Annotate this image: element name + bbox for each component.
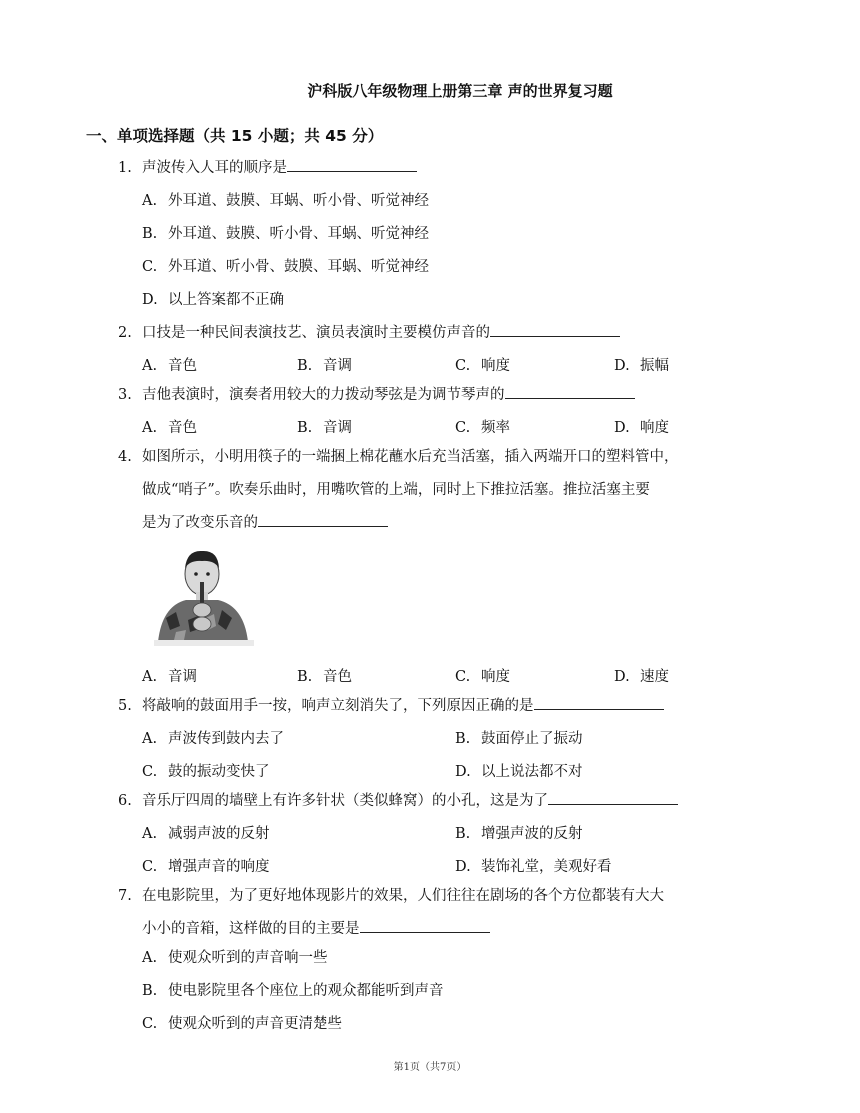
option-2c[interactable]: C. 响度 <box>455 358 510 374</box>
option-3a[interactable]: A. 音色 <box>142 420 197 436</box>
answer-blank[interactable] <box>490 322 620 337</box>
option-1b[interactable]: B. 外耳道、鼓膜、听小骨、耳蜗、听觉神经 <box>142 226 429 242</box>
option-6b[interactable]: B. 增强声波的反射 <box>455 826 583 842</box>
question-7 <box>118 880 778 946</box>
question-3 <box>118 379 768 412</box>
question-number: 4. <box>118 449 132 465</box>
option-7b[interactable]: B. 使电影院里各个座位上的观众都能听到声音 <box>142 983 444 999</box>
document-title: 沪科版八年级物理上册第三章 声的世界复习题 <box>307 82 613 100</box>
question-1 <box>118 152 768 185</box>
answer-blank[interactable] <box>505 384 635 399</box>
question-2 <box>118 317 768 350</box>
option-1d[interactable]: D. 以上答案都不正确 <box>142 292 284 308</box>
question-number: 7. <box>118 888 132 904</box>
option-4c[interactable]: C. 响度 <box>455 669 510 685</box>
option-7c[interactable]: C. 使观众听到的声音更清楚些 <box>142 1016 342 1032</box>
student-photo <box>140 540 268 658</box>
question-5 <box>118 690 768 723</box>
option-2d[interactable]: D. 振幅 <box>614 358 669 374</box>
question-text-line1: 如图所示，小明用筷子的一端捆上棉花蘸水后充当活塞，插入两端开口的塑料管中， <box>142 449 679 465</box>
answer-blank[interactable] <box>360 918 490 933</box>
question-number: 3. <box>118 387 132 403</box>
question-text-line2: 小小的音箱，这样做的目的主要是 <box>142 921 360 937</box>
question-text-line1: 在电影院里，为了更好地体现影片的效果，人们往往在剧场的各个方位都装有大大 <box>142 888 664 904</box>
question-text: 吉他表演时，演奏者用较大的力拨动琴弦是为调节琴声的 <box>142 387 505 403</box>
option-6c[interactable]: C. 增强声音的响度 <box>142 859 270 875</box>
answer-blank[interactable] <box>548 790 678 805</box>
option-1c[interactable]: C. 外耳道、听小骨、鼓膜、耳蜗、听觉神经 <box>142 259 429 275</box>
option-6a[interactable]: A. 减弱声波的反射 <box>142 826 270 842</box>
option-3b[interactable]: B. 音调 <box>297 420 352 436</box>
option-6d[interactable]: D. 装饰礼堂，美观好看 <box>455 859 612 875</box>
question-text: 声波传入人耳的顺序是 <box>142 160 287 176</box>
answer-blank[interactable] <box>287 157 417 172</box>
option-3d[interactable]: D. 响度 <box>614 420 669 436</box>
option-7a[interactable]: A. 使观众听到的声音响一些 <box>142 950 328 966</box>
question-number: 1. <box>118 160 132 176</box>
question-6 <box>118 785 768 818</box>
page-footer: 第1页（共7页） <box>393 1062 467 1073</box>
option-4d[interactable]: D. 速度 <box>614 669 669 685</box>
question-number: 5. <box>118 698 132 714</box>
option-5d[interactable]: D. 以上说法都不对 <box>455 764 583 780</box>
option-5b[interactable]: B. 鼓面停止了振动 <box>455 731 583 747</box>
answer-blank[interactable] <box>258 512 388 527</box>
option-3c[interactable]: C. 频率 <box>455 420 510 436</box>
option-5c[interactable]: C. 鼓的振动变快了 <box>142 764 270 780</box>
option-5a[interactable]: A. 声波传到鼓内去了 <box>142 731 284 747</box>
question-text: 口技是一种民间表演技艺、演员表演时主要模仿声音的 <box>142 325 490 341</box>
option-1a[interactable]: A. 外耳道、鼓膜、耳蜗、听小骨、听觉神经 <box>142 193 429 209</box>
section-heading: 一、单项选择题（共 15 小题；共 45 分） <box>86 127 384 145</box>
question-number: 2. <box>118 325 132 341</box>
answer-blank[interactable] <box>534 695 664 710</box>
question-text: 音乐厅四周的墙壁上有许多针状（类似蜂窝）的小孔，这是为了 <box>142 793 548 809</box>
question-text-line2: 做成“哨子”。吹奏乐曲时，用嘴吹管的上端，同时上下推拉活塞。推拉活塞主要 <box>142 482 650 498</box>
question-text-line3: 是为了改变乐音的 <box>142 515 258 531</box>
question-text: 将敲响的鼓面用手一按，响声立刻消失了，下列原因正确的是 <box>142 698 534 714</box>
option-2b[interactable]: B. 音调 <box>297 358 352 374</box>
question-number: 6. <box>118 793 132 809</box>
option-2a[interactable]: A. 音色 <box>142 358 197 374</box>
question-4 <box>118 441 778 540</box>
option-4a[interactable]: A. 音调 <box>142 669 197 685</box>
option-4b[interactable]: B. 音色 <box>297 669 352 685</box>
